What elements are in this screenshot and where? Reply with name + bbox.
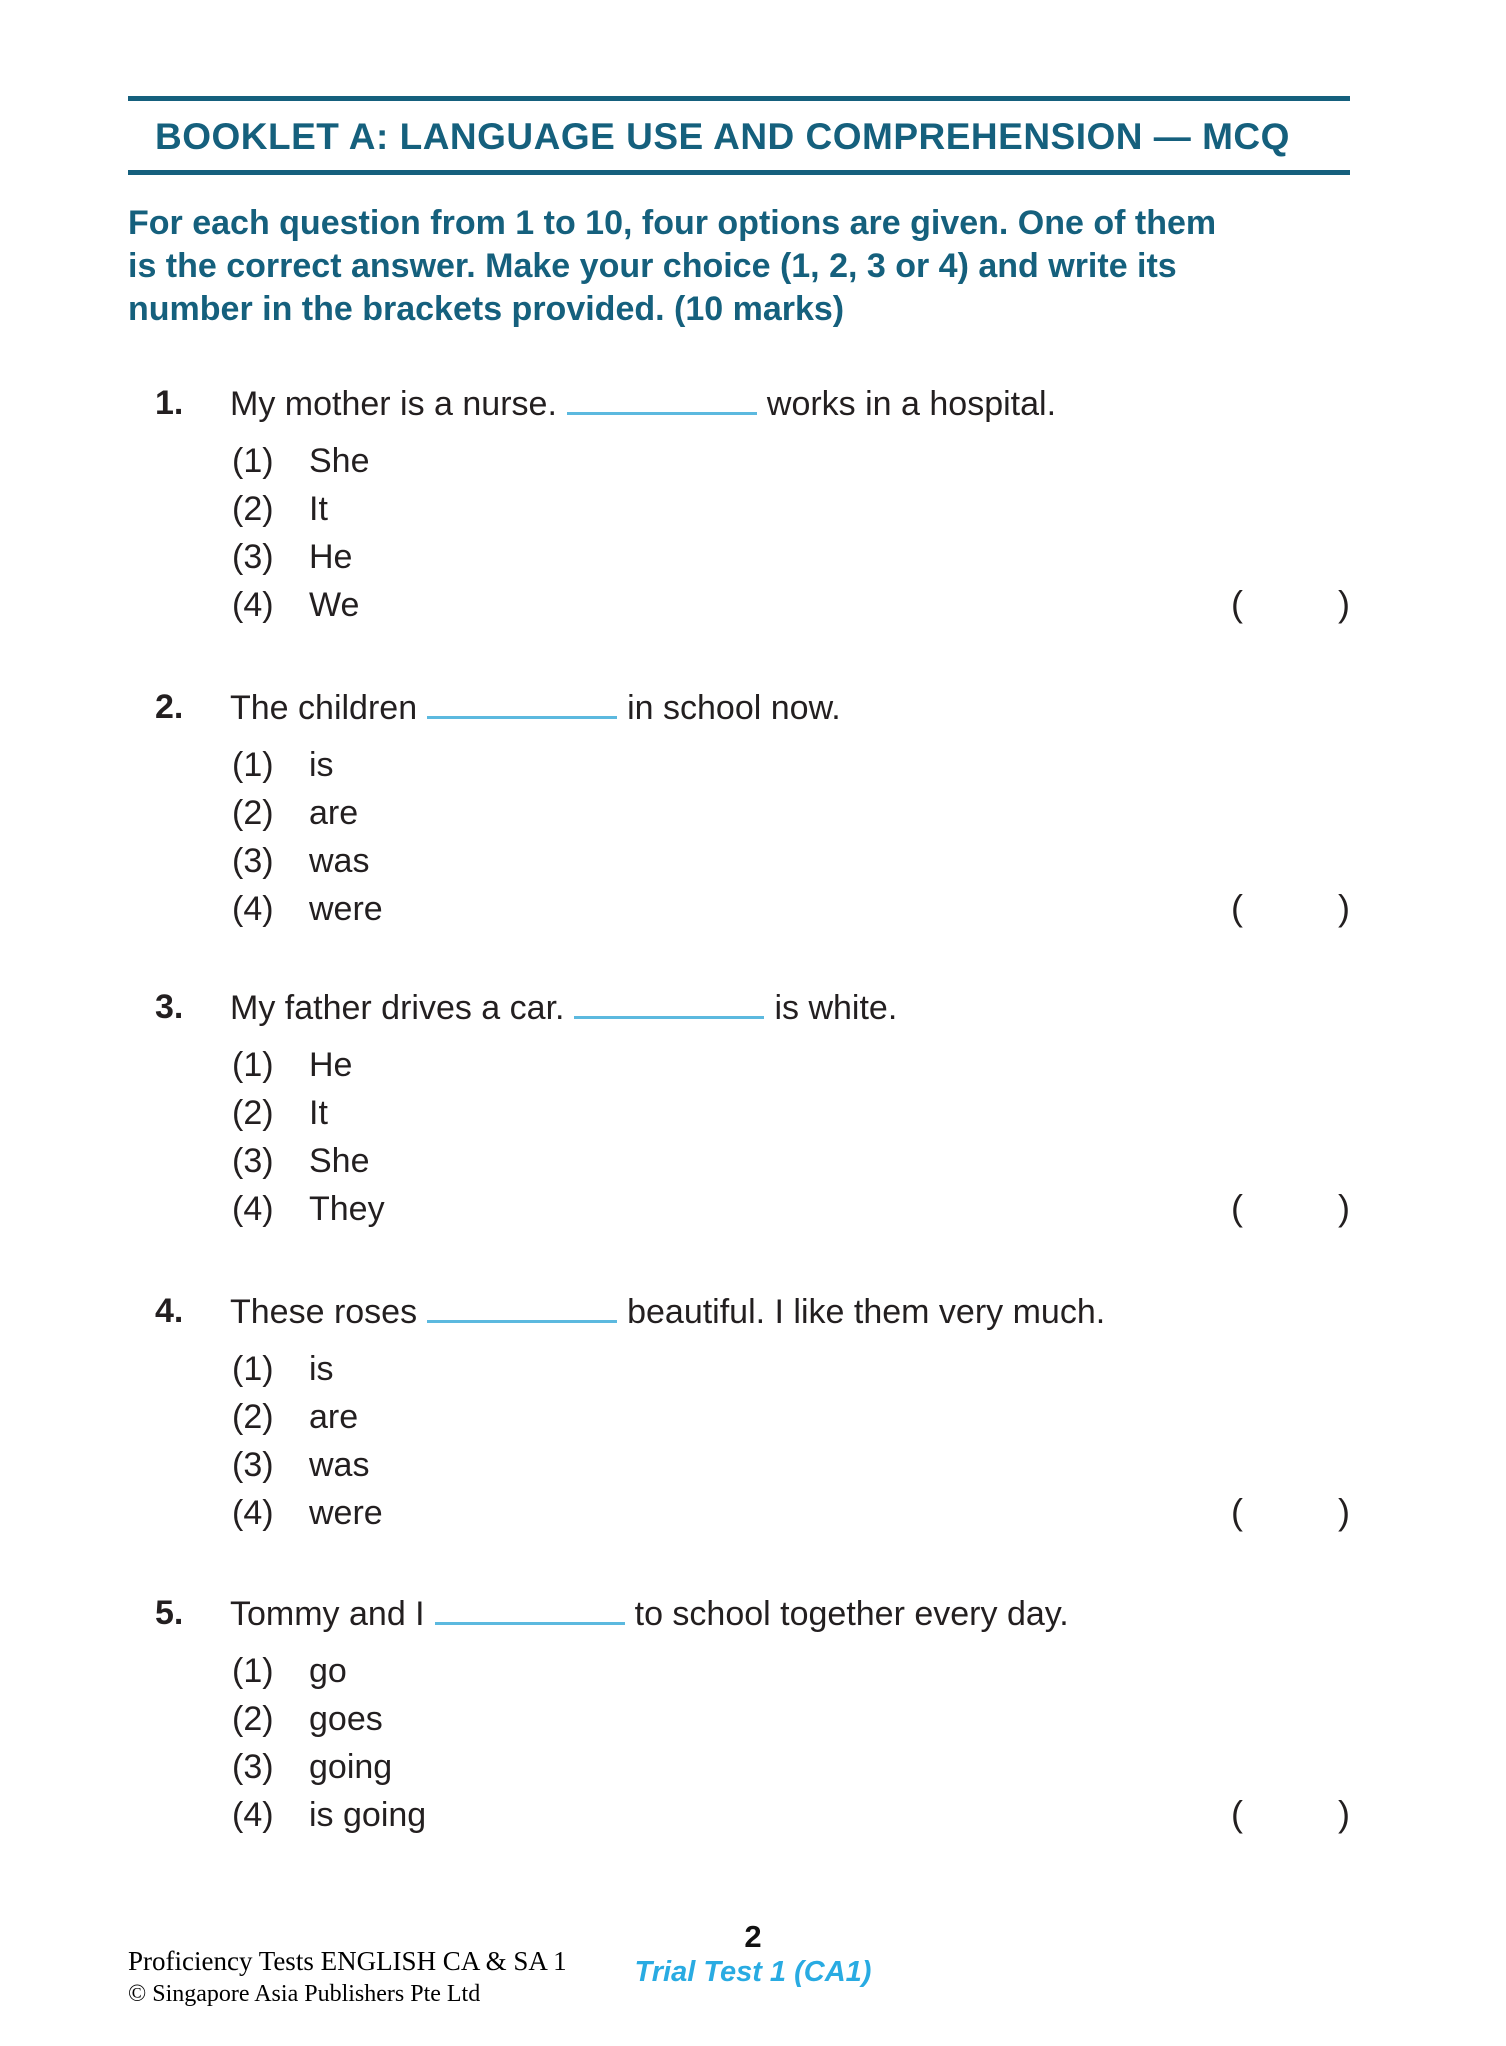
option-text: are <box>309 1398 359 1436</box>
option-text: are <box>309 794 359 832</box>
bracket-open: ( <box>1231 1187 1243 1228</box>
question-row <box>128 382 1350 425</box>
question-2 <box>128 686 1350 936</box>
option-row <box>232 536 1350 584</box>
answer-bracket <box>1231 582 1350 626</box>
answer-bracket <box>1231 1792 1350 1836</box>
answer-bracket <box>1231 1186 1350 1230</box>
footer-center <box>0 1920 1506 1990</box>
question-post-blank: in school now. <box>627 689 841 727</box>
option-text: They <box>309 1190 385 1228</box>
question-pre-blank: My mother is a nurse. <box>230 385 557 423</box>
option-label: (3) <box>232 842 274 880</box>
option-label: (4) <box>232 1494 274 1532</box>
option-text: go <box>309 1652 347 1690</box>
option-label: (1) <box>232 1046 274 1084</box>
option-row <box>232 744 1350 792</box>
question-number: 4. <box>155 1292 184 1330</box>
option-label: (1) <box>232 442 274 480</box>
option-text: It <box>309 490 328 528</box>
options-list <box>232 1650 1350 1842</box>
bracket-open: ( <box>1231 583 1243 624</box>
question-post-blank: to school together every day. <box>634 1595 1069 1633</box>
question-pre-blank: My father drives a car. <box>230 989 565 1027</box>
question-number: 2. <box>155 688 184 726</box>
option-row <box>232 792 1350 840</box>
option-text: He <box>309 1046 353 1084</box>
option-label: (2) <box>232 1398 274 1436</box>
footer-book-title: Proficiency Tests ENGLISH CA & SA 1 <box>128 1946 567 1976</box>
answer-blank <box>427 1290 617 1323</box>
option-row <box>232 1188 1350 1236</box>
instructions-line: is the correct answer. Make your choice (1, 2, 3 or 4) and write its <box>128 247 1177 285</box>
question-text <box>230 686 841 729</box>
question-post-blank: is white. <box>774 989 898 1027</box>
option-label: (4) <box>232 586 274 624</box>
option-row <box>232 1444 1350 1492</box>
page-number: 2 <box>744 1919 762 1954</box>
instructions <box>128 202 1358 331</box>
option-label: (3) <box>232 1748 274 1786</box>
question-post-blank: beautiful. I like them very much. <box>627 1293 1106 1331</box>
option-label: (4) <box>232 1796 274 1834</box>
header-rule-top <box>128 96 1350 101</box>
option-text: She <box>309 1142 370 1180</box>
option-label: (2) <box>232 1094 274 1132</box>
option-text: were <box>309 890 383 928</box>
question-1 <box>128 382 1350 632</box>
option-text: is <box>309 746 334 784</box>
header-rule-bottom <box>128 170 1350 175</box>
option-row <box>232 584 1350 632</box>
answer-bracket <box>1231 886 1350 930</box>
answer-blank <box>567 382 757 415</box>
options-list <box>232 1348 1350 1540</box>
option-text: It <box>309 1094 328 1132</box>
bracket-close: ) <box>1338 583 1350 624</box>
question-text <box>230 382 1056 425</box>
option-label: (1) <box>232 746 274 784</box>
question-number: 1. <box>155 384 184 422</box>
option-text: goes <box>309 1700 383 1738</box>
options-list <box>232 744 1350 936</box>
option-row <box>232 1092 1350 1140</box>
question-pre-blank: Tommy and I <box>230 1595 425 1633</box>
option-label: (1) <box>232 1350 274 1388</box>
question-number: 5. <box>155 1594 184 1632</box>
question-3 <box>128 986 1350 1236</box>
option-text: was <box>309 1446 370 1484</box>
question-text <box>230 1592 1069 1635</box>
question-row <box>128 686 1350 729</box>
answer-blank <box>427 686 617 719</box>
option-label: (2) <box>232 794 274 832</box>
option-label: (1) <box>232 1652 274 1690</box>
instructions-line: For each question from 1 to 10, four options are given. One of them <box>128 204 1217 242</box>
option-text: She <box>309 442 370 480</box>
options-list <box>232 1044 1350 1236</box>
bracket-close: ) <box>1338 1491 1350 1532</box>
option-label: (2) <box>232 1700 274 1738</box>
option-row <box>232 1140 1350 1188</box>
option-label: (3) <box>232 1142 274 1180</box>
question-pre-blank: The children <box>230 689 418 727</box>
option-row <box>232 440 1350 488</box>
footer-test-label: Trial Test 1 (CA1) <box>634 1956 872 1988</box>
question-row <box>128 1592 1350 1635</box>
option-text: was <box>309 842 370 880</box>
question-pre-blank: These roses <box>230 1293 418 1331</box>
page-title: BOOKLET A: LANGUAGE USE AND COMPREHENSION — MCQ <box>155 116 1290 157</box>
bracket-close: ) <box>1338 887 1350 928</box>
question-number: 3. <box>155 988 184 1026</box>
option-row <box>232 1492 1350 1540</box>
option-label: (4) <box>232 1190 274 1228</box>
option-text: is going <box>309 1796 427 1834</box>
option-row <box>232 1698 1350 1746</box>
option-label: (3) <box>232 1446 274 1484</box>
option-row <box>232 1348 1350 1396</box>
option-label: (3) <box>232 538 274 576</box>
question-4 <box>128 1290 1350 1540</box>
option-text: going <box>309 1748 393 1786</box>
question-row <box>128 1290 1350 1333</box>
answer-blank <box>574 986 764 1019</box>
footer-copyright: © Singapore Asia Publishers Pte Ltd <box>128 1981 481 2007</box>
instructions-line: number in the brackets provided. (10 marks) <box>128 290 845 328</box>
option-row <box>232 888 1350 936</box>
bracket-open: ( <box>1231 1491 1243 1532</box>
question-text <box>230 986 897 1029</box>
option-row <box>232 1794 1350 1842</box>
option-text: He <box>309 538 353 576</box>
question-post-blank: works in a hospital. <box>766 385 1057 423</box>
bracket-close: ) <box>1338 1187 1350 1228</box>
option-text: were <box>309 1494 383 1532</box>
answer-bracket <box>1231 1490 1350 1534</box>
answer-blank <box>435 1592 625 1625</box>
option-row <box>232 1396 1350 1444</box>
option-text: is <box>309 1350 334 1388</box>
question-5 <box>128 1592 1350 1842</box>
bracket-open: ( <box>1231 1793 1243 1834</box>
question-row <box>128 986 1350 1029</box>
option-row <box>232 1746 1350 1794</box>
option-label: (2) <box>232 490 274 528</box>
option-row <box>232 1650 1350 1698</box>
option-label: (4) <box>232 890 274 928</box>
bracket-open: ( <box>1231 887 1243 928</box>
option-row <box>232 1044 1350 1092</box>
option-row <box>232 840 1350 888</box>
option-text: We <box>309 586 360 624</box>
option-row <box>232 488 1350 536</box>
bracket-close: ) <box>1338 1793 1350 1834</box>
options-list <box>232 440 1350 632</box>
question-text <box>230 1290 1105 1333</box>
